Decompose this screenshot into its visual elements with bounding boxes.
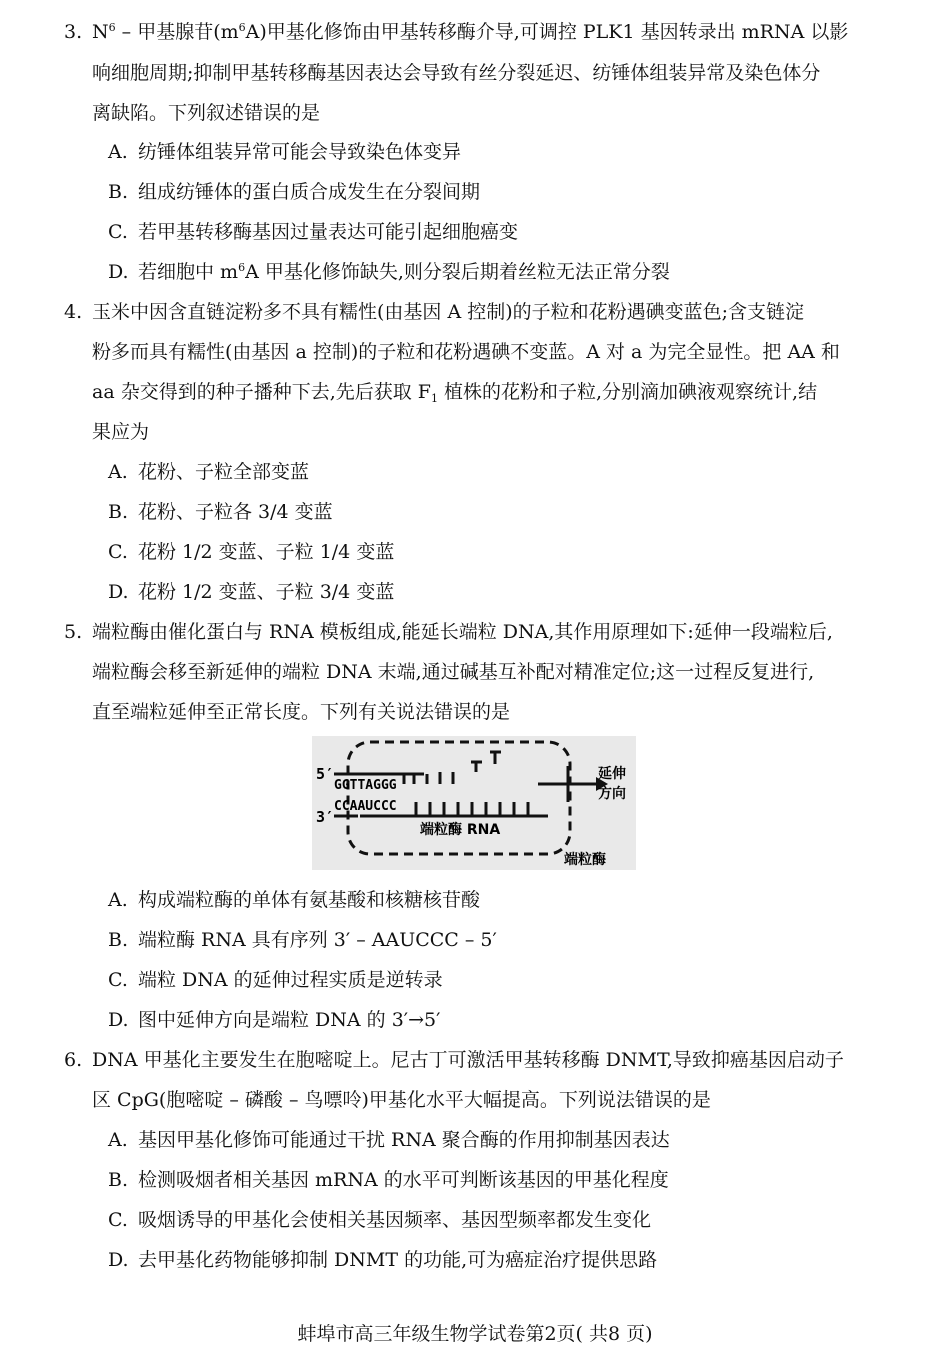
option-text: 花粉 1/2 变蓝、子粒 1/4 变蓝 (138, 541, 395, 563)
option-text: 检测吸烟者相关基因 mRNA 的水平可判断该基因的甲基化程度 (138, 1169, 669, 1191)
option-label: D. (108, 581, 129, 603)
q5-stem-line-2: 端粒酶会移至新延伸的端粒 DNA 末端,通过碱基互补配对精准定位;这一过程反复进行, (92, 661, 815, 683)
option-text: 花粉、子粒各 3/4 变蓝 (138, 501, 333, 523)
q5-option-b[interactable] (108, 928, 497, 952)
dna-sequence: GGTTAGGG (334, 778, 397, 793)
q5-stem-line-3: 直至端粒延伸至正常长度。下列有关说法错误的是 (92, 701, 511, 723)
option-text: 端粒 DNA 的延伸过程实质是逆转录 (138, 969, 443, 991)
q4-stem-line-1: 玉米中因含直链淀粉多不具有糯性(由基因 A 控制)的子粒和花粉遇碘变蓝色;含支链淀 (92, 301, 805, 323)
label-5-prime: 5′ (316, 765, 335, 783)
option-label: A. (108, 141, 128, 163)
q5-stem-line-1: 端粒酶由催化蛋白与 RNA 模板组成,能延长端粒 DNA,其作用原理如下:延伸一段端粒后, (92, 621, 833, 643)
q3-option-c[interactable] (108, 220, 518, 244)
option-label: D. (108, 261, 129, 283)
q5-option-c[interactable] (108, 968, 443, 992)
q3-stem-line-3: 离缺陷。下列叙述错误的是 (92, 102, 321, 124)
option-text: 纺锤体组装异常可能会导致染色体变异 (138, 141, 462, 163)
option-label: A. (108, 461, 128, 483)
option-label: C. (108, 221, 128, 243)
option-text: 构成端粒酶的单体有氨基酸和核糖核苷酸 (138, 889, 481, 911)
q6-number: 6. (64, 1049, 83, 1071)
enzyme-label: 端粒酶 (564, 852, 606, 868)
q4-option-d[interactable] (108, 580, 394, 604)
option-label: C. (108, 969, 128, 991)
q5-option-a[interactable] (108, 888, 480, 912)
q3-number: 3. (64, 21, 83, 43)
rna-label: 端粒酶 RNA (420, 822, 501, 838)
label-3-prime: 3′ (316, 808, 335, 826)
q3-stem-1a: N (92, 21, 109, 43)
option-text: 吸烟诱导的甲基化会使相关基因频率、基因型频率都发生变化 (138, 1209, 652, 1231)
q4-option-c[interactable] (108, 540, 394, 564)
option-label: B. (108, 181, 129, 203)
direction-label-1: 延伸 (598, 766, 626, 782)
q3-stem-sup2: 6 (238, 21, 246, 34)
option-label: C. (108, 541, 128, 563)
q5-option-d[interactable] (108, 1008, 440, 1032)
q3-stem-line-1 (92, 20, 848, 44)
option-text: 图中延伸方向是端粒 DNA 的 3′→5′ (138, 1009, 441, 1031)
q4-stem-3a: aa 杂交得到的种子播种下去,先后获取 F (92, 381, 431, 403)
option-text: 花粉 1/2 变蓝、子粒 3/4 变蓝 (138, 581, 395, 603)
option-text: 端粒酶 RNA 具有序列 3′ – AAUCCC – 5′ (138, 929, 497, 951)
option-label: B. (108, 501, 129, 523)
q4-option-b[interactable] (108, 500, 333, 524)
q3-option-d[interactable] (108, 260, 670, 284)
q6-option-b[interactable] (108, 1168, 669, 1192)
q3-stem-1c: A)甲基化修饰由甲基转移酶介导,可调控 PLK1 基因转录出 mRNA 以影 (245, 21, 849, 43)
q6-stem-line-1: DNA 甲基化主要发生在胞嘧啶上。尼古丁可激活甲基转移酶 DNMT,导致抑癌基因启动子 (92, 1049, 844, 1071)
option-text: 花粉、子粒全部变蓝 (138, 461, 310, 483)
option-label: A. (108, 1129, 128, 1151)
direction-label-2: 方向 (598, 786, 626, 802)
rna-sequence: CCAAUCCC (334, 799, 397, 814)
q4-stem-sub: 1 (430, 392, 438, 405)
option-label: D. (108, 1249, 129, 1271)
q3-stem-1b: – 甲基腺苷(m (115, 21, 239, 43)
q4-stem-line-4: 果应为 (92, 421, 150, 443)
option-label: D. (108, 1009, 129, 1031)
q3-option-b[interactable] (108, 180, 480, 204)
q4-option-a[interactable] (108, 460, 309, 484)
q4-stem-line-2: 粉多而具有糯性(由基因 a 控制)的子粒和花粉遇碘不变蓝。A 对 a 为完全显性。把 AA 和 (92, 341, 840, 363)
q4-stem-line-3 (92, 380, 817, 404)
option-label: A. (108, 889, 128, 911)
q4-stem-3b: 植株的花粉和子粒,分别滴加碘液观察统计,结 (437, 381, 818, 403)
q6-option-d[interactable] (108, 1248, 657, 1272)
q5-number: 5. (64, 621, 83, 643)
free-nucleotides (471, 752, 501, 772)
q3-stem-line-2: 响细胞周期;抑制甲基转移酶基因表达会导致有丝分裂延迟、纺锤体组装异常及染色体分 (92, 62, 821, 84)
q6-option-a[interactable] (108, 1128, 670, 1152)
rna-ticks (416, 802, 528, 816)
option-sup: 6 (238, 261, 246, 274)
option-text: 去甲基化药物能够抑制 DNMT 的功能,可为癌症治疗提供思路 (138, 1249, 658, 1271)
telomerase-diagram-svg (312, 736, 636, 870)
q6-stem-line-2: 区 CpG(胞嘧啶 – 磷酸 – 鸟嘌呤)甲基化水平大幅提高。下列说法错误的是 (92, 1089, 711, 1111)
q3-stem-sup1: 6 (108, 21, 116, 34)
option-label: C. (108, 1209, 128, 1231)
page-footer: 蚌埠市高三年级生物学试卷第2页( 共8 页) (297, 1323, 653, 1345)
q6-option-c[interactable] (108, 1208, 651, 1232)
option-text: 基因甲基化修饰可能通过干扰 RNA 聚合酶的作用抑制基因表达 (138, 1129, 670, 1151)
q4-number: 4. (64, 301, 83, 323)
option-label: B. (108, 929, 129, 951)
option-text: 若甲基转移酶基因过量表达可能引起细胞癌变 (138, 221, 519, 243)
option-label: B. (108, 1169, 129, 1191)
option-text-a: 若细胞中 m (138, 261, 239, 283)
q3-option-a[interactable] (108, 140, 461, 164)
option-text: 组成纺锤体的蛋白质合成发生在分裂间期 (138, 181, 481, 203)
telomerase-diagram (312, 736, 636, 870)
option-text-b: A 甲基化修饰缺失,则分裂后期着丝粒无法正常分裂 (245, 261, 670, 283)
